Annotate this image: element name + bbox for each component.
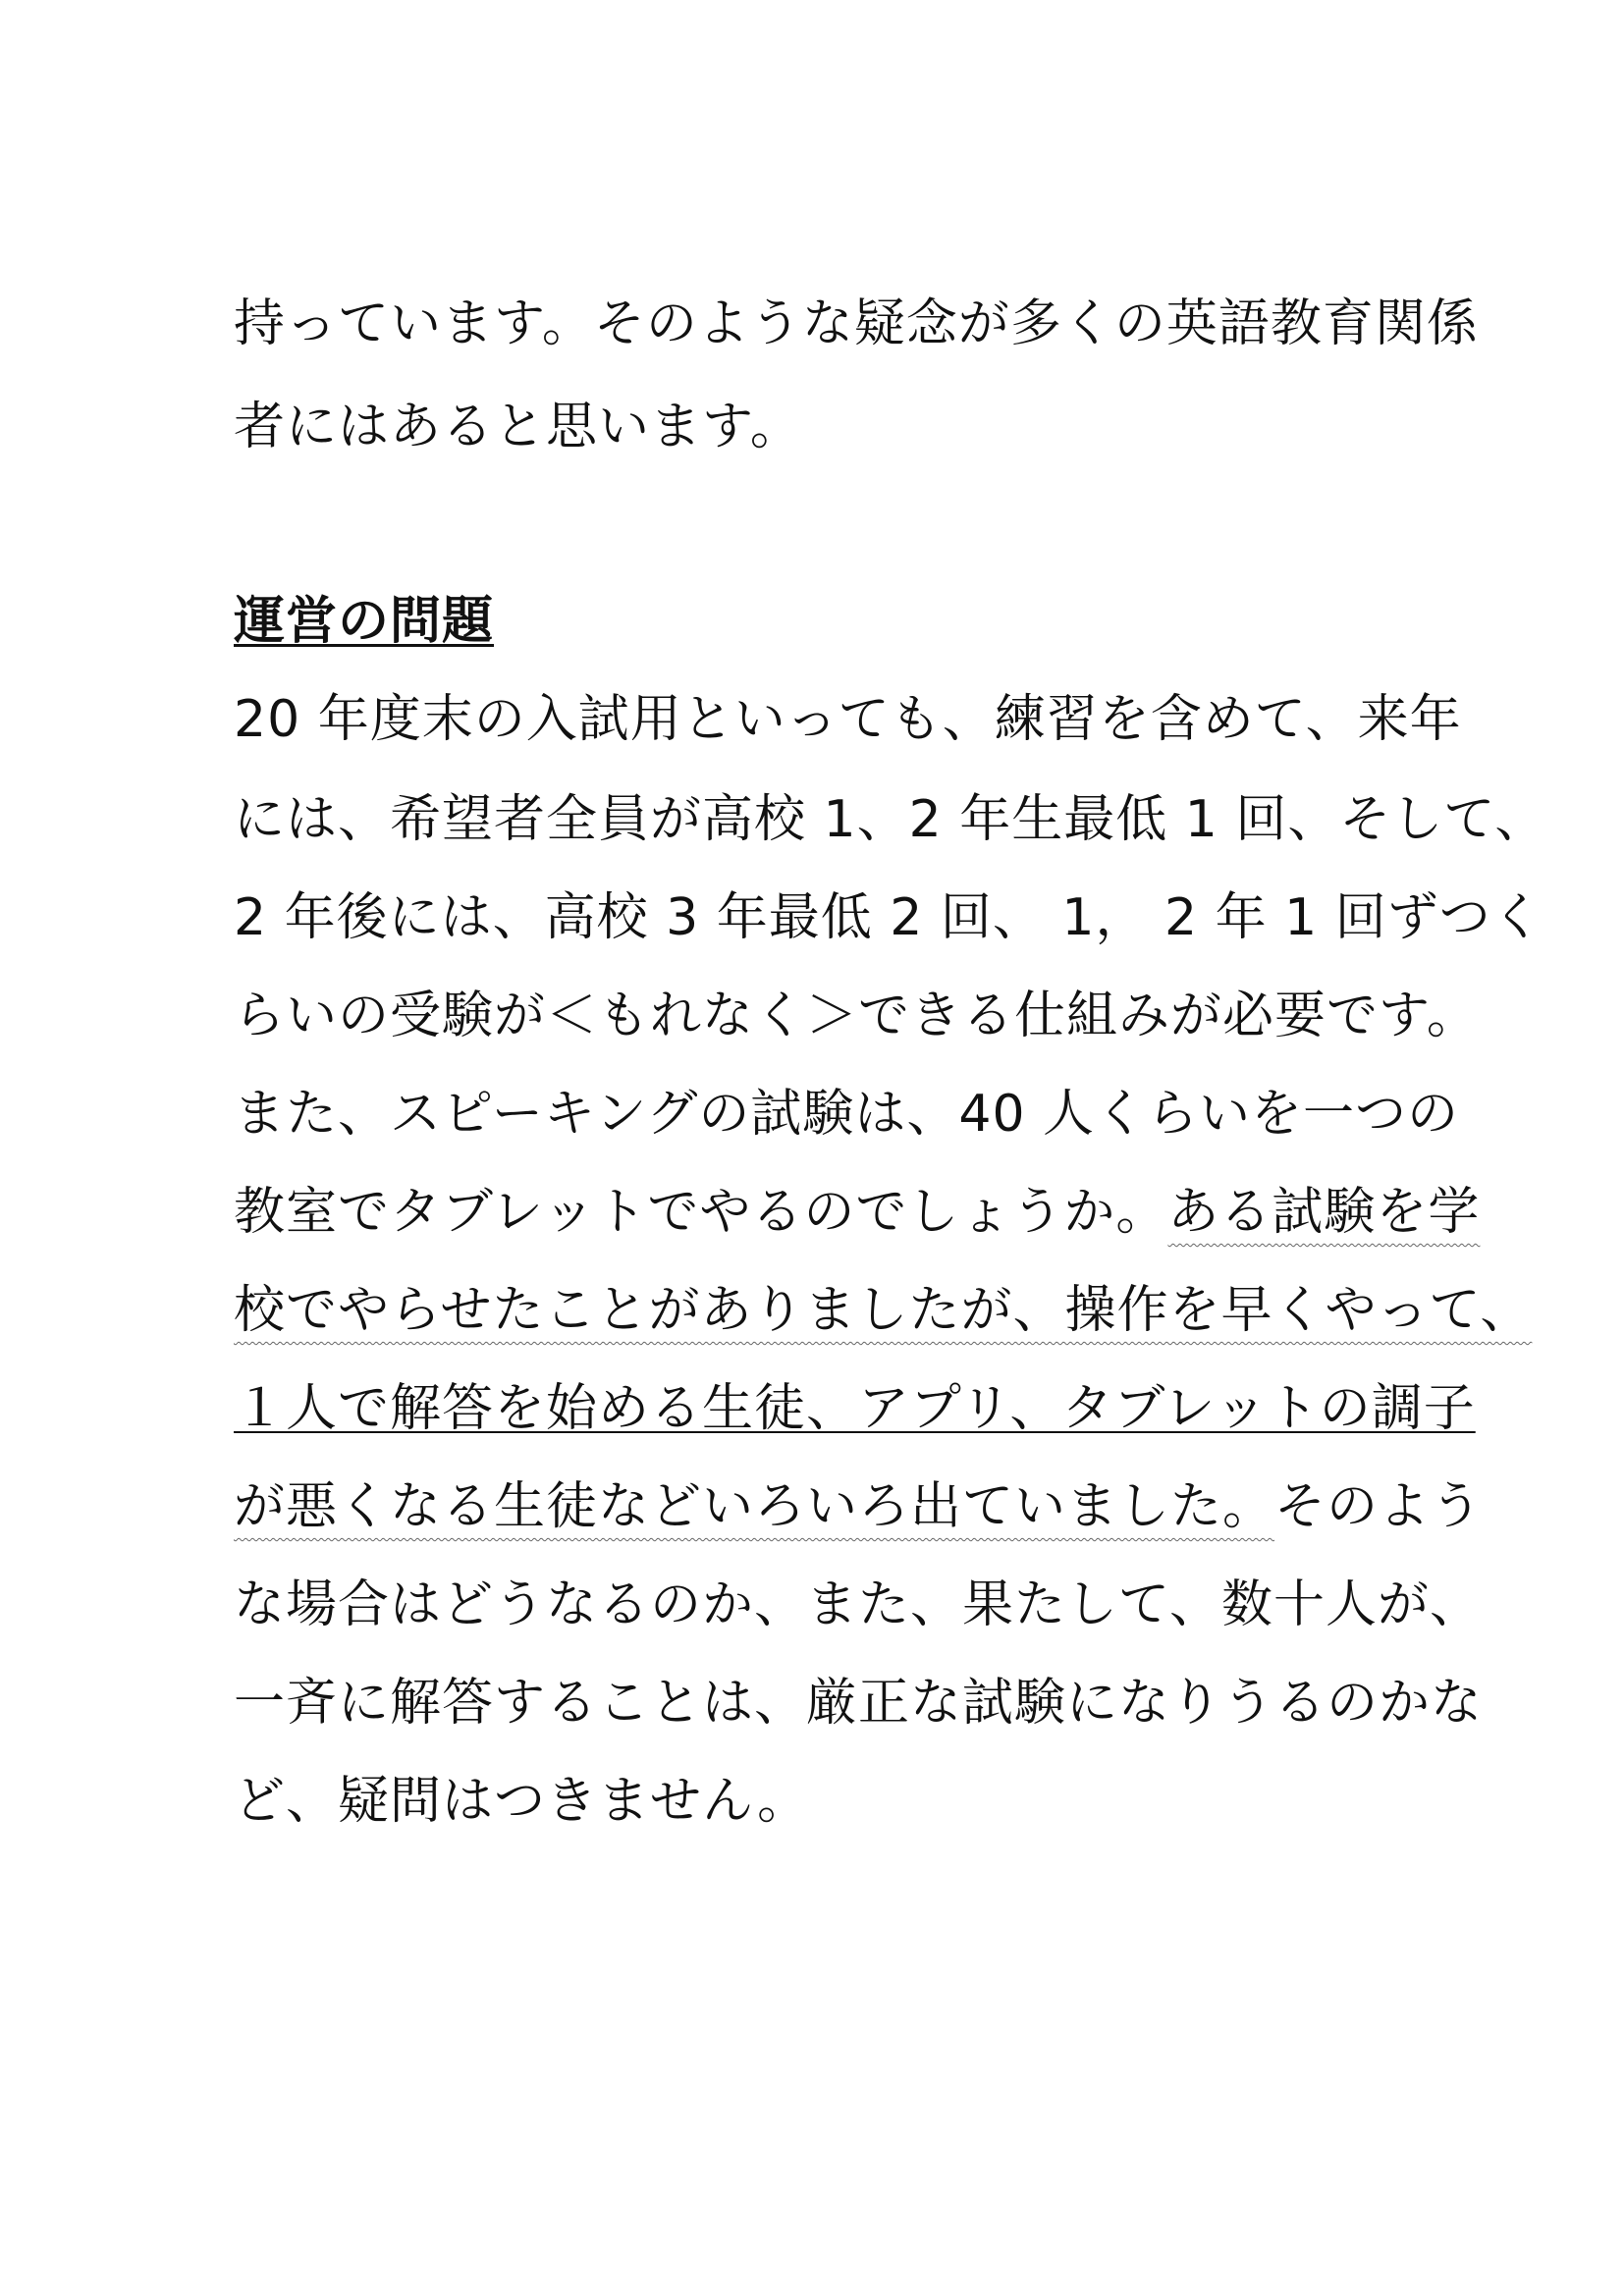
paragraph-line: 持っています。そのような疑念が多くの英語教育関係 [234,294,1479,353]
body-line [234,1477,1484,1536]
body-text-underlined: ある試験を学 [1167,1183,1481,1242]
body-line: 一斉に解答することは、厳正な試験になりうるのかな [234,1674,1484,1733]
body-text-underlined: が悪くなる生徒などいろいろ出ていました。 [234,1477,1275,1536]
body-line [234,1379,1476,1438]
body-line: ど、疑問はつきません。 [234,1772,810,1831]
body-line: また、スピーキングの試験は、40 人くらいを一つの [234,1085,1460,1144]
body-line [234,1281,1533,1340]
body-text-plain: 教室でタブレットでやるのでしょうか。 [234,1183,1168,1242]
body-line: には、希望者全員が高校 1、2 年生最低 1 回、そして、 [234,790,1547,849]
body-line [234,1183,1481,1242]
body-text-underlined: 校でやらせたことがありましたが、操作を早くやって、 [234,1281,1533,1340]
body-text-underlined: １人で解答を始める生徒、アプリ、タブレットの調子 [234,1379,1476,1438]
body-line: らいの受験が＜もれなく＞できる仕組みが必要です。 [234,987,1479,1045]
body-text-plain: そのよう [1274,1477,1484,1536]
section-heading: 運営の問題 [234,592,495,651]
body-line: 20 年度末の入試用といっても、練習を含めて、来年 [234,690,1462,749]
body-line: 2 年後には、高校 3 年最低 2 回、 1， 2 年 1 回ずつく [234,888,1543,947]
body-line: な場合はどうなるのか、また、果たして、数十人が、 [234,1575,1482,1634]
paragraph-line: 者にはあると思います。 [234,398,802,456]
